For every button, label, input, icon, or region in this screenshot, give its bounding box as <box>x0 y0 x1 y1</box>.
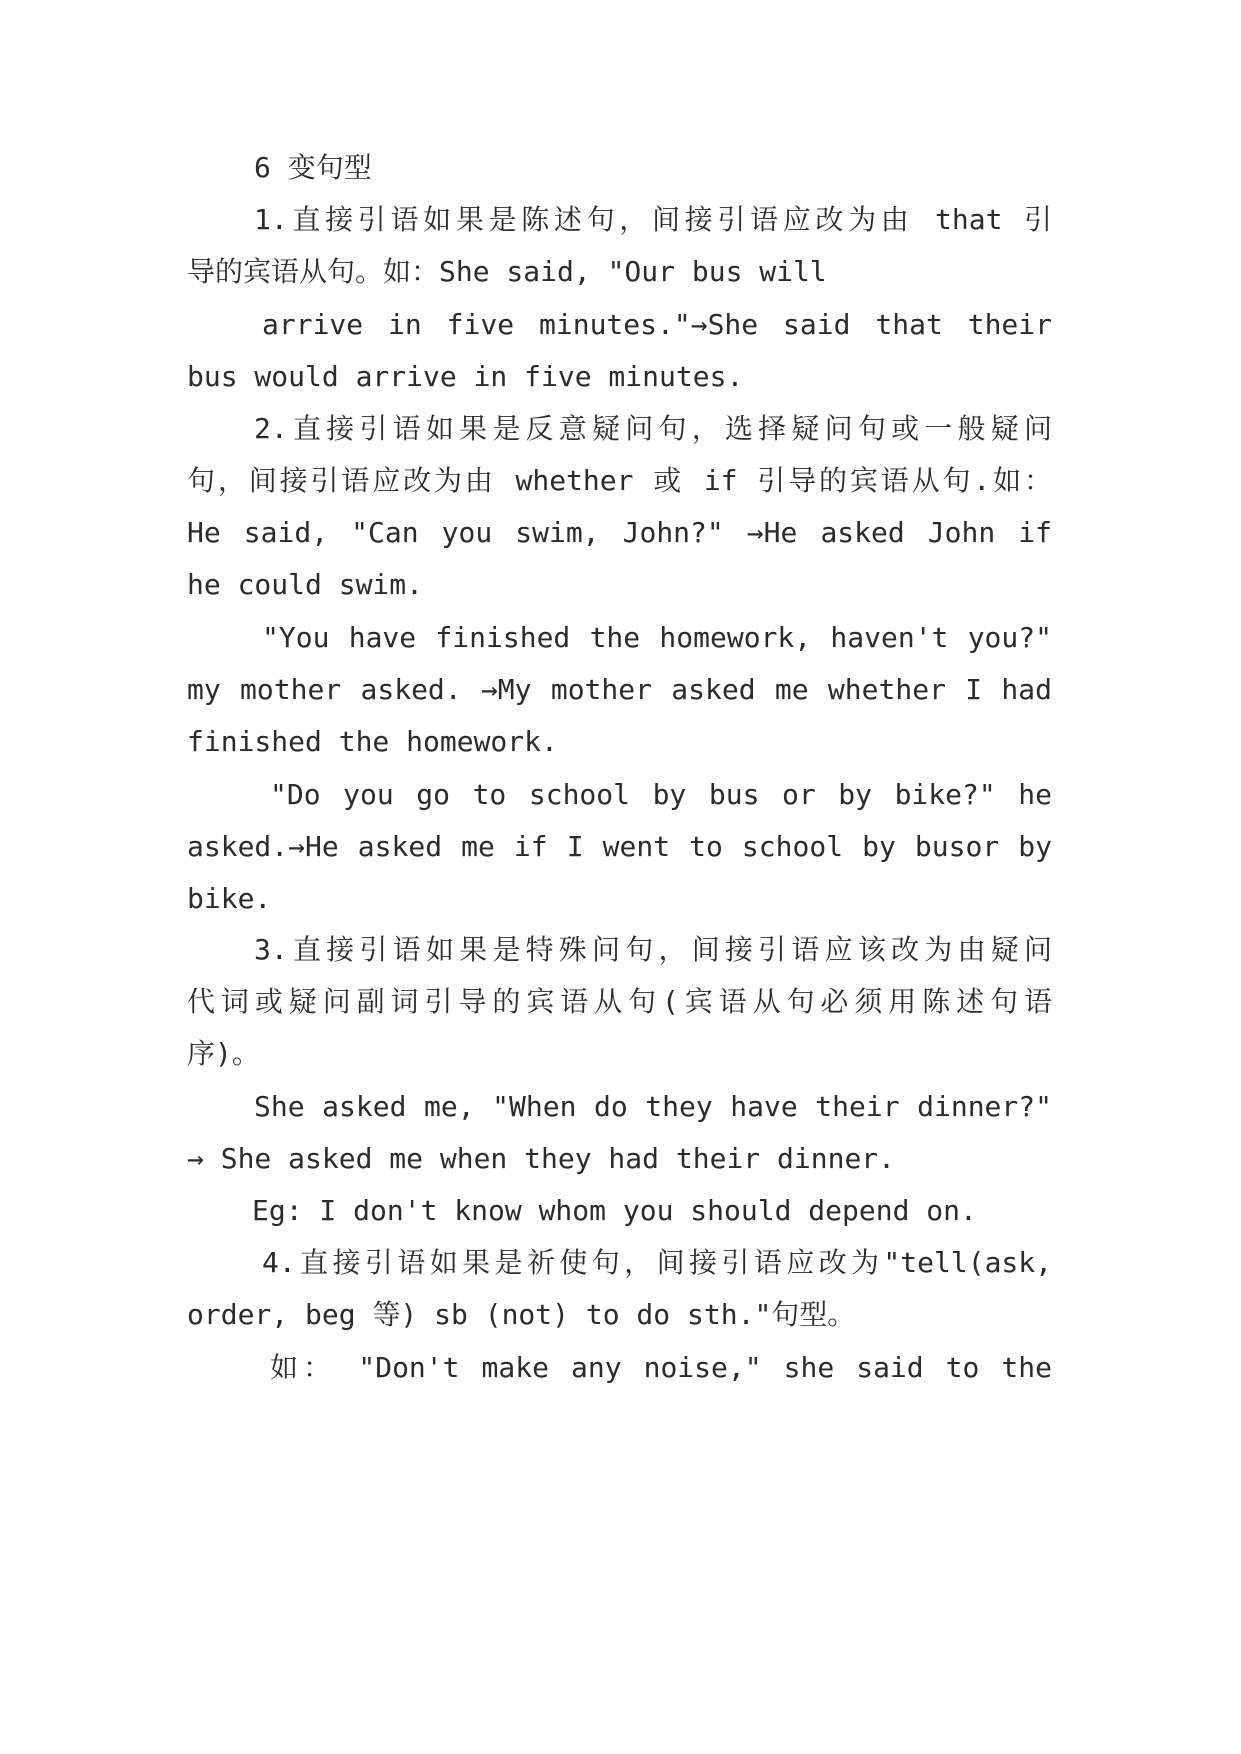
paragraph-line: finished the homework. <box>187 725 558 758</box>
paragraph-line: "You have finished the homework, haven't you?" <box>262 621 1052 654</box>
paragraph-line: he could swim. <box>187 568 424 601</box>
paragraph-line: Eg: I don't know whom you should depend on. <box>252 1194 977 1227</box>
paragraph-line: She asked me, "When do they have their dinner?" <box>254 1090 1052 1123</box>
paragraph-line: arrive in five minutes."→She said that their <box>262 308 1052 341</box>
paragraph-line: asked.→He asked me if I went to school by busor by <box>187 830 1052 863</box>
paragraph-line: 句，间接引语应改为由 whether 或 if 引导的宾语从句.如： <box>187 464 1052 497</box>
paragraph-line: bus would arrive in five minutes. <box>187 360 744 393</box>
paragraph-line: 1.直接引语如果是陈述句，间接引语应改为由 that 引 <box>254 203 1052 236</box>
paragraph-line: order, beg 等) sb (not) to do sth."句型。 <box>187 1298 856 1331</box>
paragraph-line: my mother asked. →My mother asked me whether I had <box>187 673 1052 706</box>
paragraph-line: 如： "Don't make any noise," she said to the <box>270 1351 1052 1384</box>
paragraph-line: 3.直接引语如果是特殊问句，间接引语应该改为由疑问 <box>254 933 1052 966</box>
paragraph-line: He said, "Can you swim, John?" →He asked John if <box>187 516 1052 549</box>
paragraph-line: 2.直接引语如果是反意疑问句，选择疑问句或一般疑问 <box>254 412 1052 445</box>
paragraph-line: 4.直接引语如果是祈使句，间接引语应改为"tell(ask, <box>262 1246 1052 1279</box>
paragraph-line: 导的宾语从句。如：She said, "Our bus will <box>187 255 827 288</box>
paragraph-line: 序)。 <box>187 1037 260 1070</box>
paragraph-line: bike. <box>187 882 272 915</box>
paragraph-line: → She asked me when they had their dinner. <box>187 1142 896 1175</box>
section-heading: 6 变句型 <box>254 151 372 184</box>
paragraph-line: 代词或疑问副词引导的宾语从句(宾语从句必须用陈述句语 <box>187 985 1052 1018</box>
paragraph-line: "Do you go to school by bus or by bike?" he <box>270 778 1052 811</box>
